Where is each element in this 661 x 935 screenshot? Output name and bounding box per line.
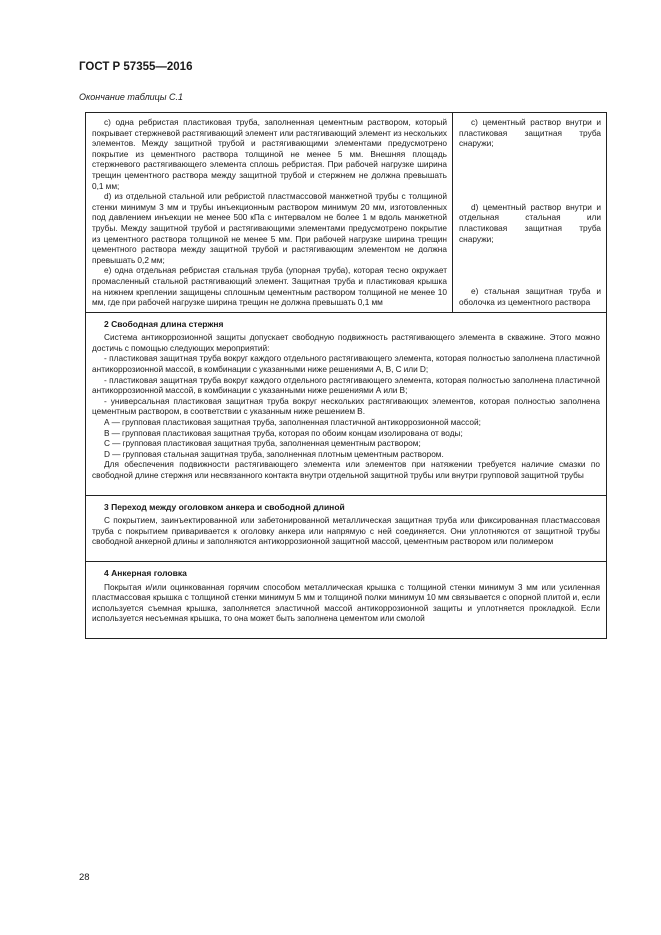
table-row-section-2 (86, 312, 607, 495)
variant-c-summary: с) цементный раствор внутри и пластиковая защитная труба снаружи; (459, 117, 601, 149)
table-row-section-3 (86, 495, 607, 561)
section-2-option-b: В — групповая пластиковая защитная труба, которая по обоим концам изолирована от воды; (104, 427, 463, 438)
variants-right-cell (453, 113, 607, 313)
section-4-text: Покрытая и/или оцинкованная горячим способом металлическая крышка с толщиной стенки минимум 3 мм или усиленная пластмассовая крышка с толщиной стенки минимум 5 мм и толщиной полки минимум 10 мм связывается с опорной плитой и, если используется съемная крышка, заполняется эластичной массой антикоррозионной защиты и уплотняется прокладкой. Если используется несъемная крышка, то она может быть заполнена цементом или смолой (92, 581, 600, 624)
section-2-intro: Система антикоррозионной защиты допускает свободную подвижность растягивающего элемента в скважине. Этого можно достичь с помощью следующих мероприятий: (92, 332, 600, 353)
section-2-bullet: - пластиковая защитная труба вокруг каждого отдельного растягивающего элемента, которая полностью заполнена пластичной антикоррозионной массой, в комбинации с указанными ниже решениями А, В, С или D; (92, 353, 600, 375)
protection-table (85, 112, 607, 639)
section-2-option-d: D — групповая стальная защитная труба, заполненная плотным цементным раствором. (104, 448, 444, 459)
variant-d-summary: d) цементный раствор внутри и отдельная стальная или пластиковая защитная труба снаружи; (459, 201, 601, 244)
section-2-bullet: - пластиковая защитная труба вокруг каждого отдельного растягивающего элемента, которая полностью заполнена пластичной антикоррозионной массой, в комбинации с указанными ниже решениями А или В; (92, 374, 600, 396)
table-row-variants (86, 113, 607, 313)
section-2-bullet: - универсальная пластиковая защитная труба вокруг нескольких растягивающих элементов, которая полностью заполнена цементным раствором, в соответствии с указанным ниже решением В. (92, 395, 600, 417)
table-row-section-4 (86, 561, 607, 638)
section-2-cell (86, 312, 607, 495)
variant-e-summary: е) стальная защитная труба и оболочка из цементного раствора (459, 286, 601, 307)
section-2-option-a: А — групповая пластиковая защитная труба, заполненная пластичной антикоррозионной массой; (104, 417, 481, 428)
standard-code: ГОСТ Р 57355—2016 (79, 61, 193, 73)
section-3-text: С покрытием, заинъектированной или забетонированной металлическая защитная труба или фиксированная пластмассовая труба с покрытием приваривается к оголовку анкера или напрямую с ней соединяется. Они уплотняются от защитной трубы свободной анкерной длины и заполняются антикоррозионной защитной массой, цементным раствором или полимером (92, 515, 600, 547)
variants-left-cell (86, 113, 453, 313)
variant-c-description: с) одна ребристая пластиковая труба, заполненная цементным раствором, который покрывает стержневой растягивающий элемент или растягивающий элемент из нескольких элементов. Между защитной трубой и растягивающими элементами предусмотрено покрытие из цементного раствора толщиной не менее 5 мм. Внешняя площадь стержневого растягивающего элемента сплошь ребристая. При рабочей нагрузке ширина трещин цементного раствора между защитной трубой и стержнем не должна превышать 0,1 мм; (92, 117, 447, 191)
section-2-option-c: С — групповая пластиковая защитная труба, заполненная цементным раствором; (104, 438, 421, 449)
section-4-title: 4 Анкерная головка (104, 567, 187, 578)
section-3-title: 3 Переход между оголовком анкера и свободной длиной (104, 501, 345, 512)
variant-e-description: е) одна отдельная ребристая стальная труба (упорная труба), которая тесно окружает промасленный стальной растягивающий элемент. Защитная труба и пластиковая крышка на нижнем креплении защищены сплошным цементным раствором толщиной не менее 10 мм, где при рабочей нагрузке ширина трещин не должна превышать 0,1 мм (92, 265, 447, 308)
section-3-cell (86, 495, 607, 561)
section-2-closing: Для обеспечения подвижности растягивающего элемента или элементов при натяжении требуется наличие смазки по свободной длине стержня или несвязанного контакта внутри отдельной защитной трубы или внутри групповой защитной трубы (92, 459, 600, 480)
table-caption: Окончание таблицы С.1 (79, 92, 183, 102)
section-2-title: 2 Свободная длина стержня (104, 318, 224, 329)
section-4-cell (86, 561, 607, 638)
variant-d-description: d) из отдельной стальной или ребристой пластмассовой манжетной трубы с толщиной стенки минимум 3 мм и трубы инъекционным раствором минимум 20 мм, изготовленных под давлением инъекции не менее 500 кПа с интервалом не более 1 м вдоль манжетной трубы. Между защитной трубой и растягивающими элементами предусмотрено покрытие из цементного раствора толщиной не менее 5 мм. При рабочей нагрузке ширина трещин цементного раствора между защитной трубой и растягивающим элементом не должна превышать 0,2 мм; (92, 191, 447, 265)
page-number: 28 (79, 872, 90, 883)
